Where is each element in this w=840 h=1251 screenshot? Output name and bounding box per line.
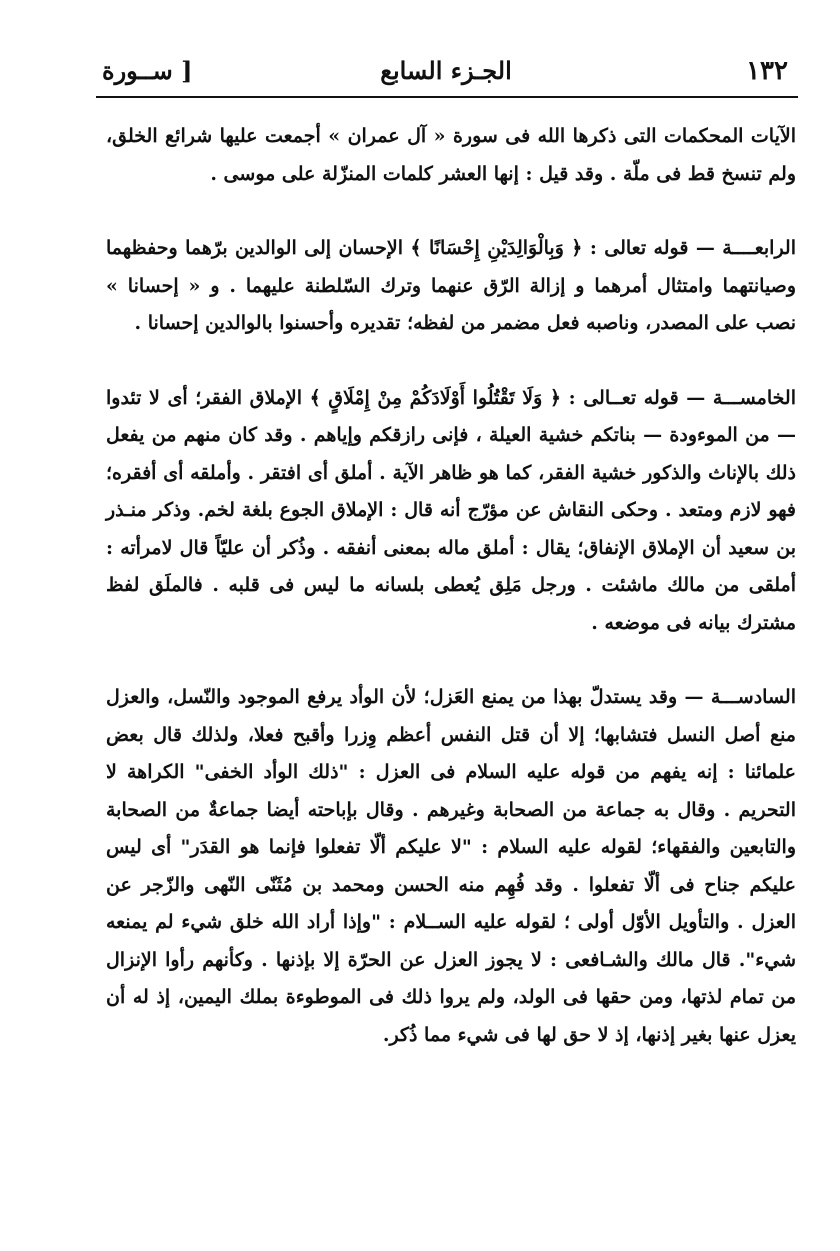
paragraph-lead: الرابعــــة — <box>688 237 797 259</box>
surah-label: [ ســورة <box>102 56 193 85</box>
paragraph-text: قوله تعــالى : ﴿ وَلَا تَقْتُلُوا أَوْلَادَكُمْ مِنْ إِمْلَاقٍ ﴾ الإملاق الفقر؛ أى لا تئدوا — من الموءودة — بناتكم خشية العيلة ، فإنى رازقكم وإياهم . وقد كان منهم من يفعل ذلك بالإناث والذكور خشية الفقر، كما هو ظاهر الآية . أملق أى افتقر . وأملقه أى أفقره؛ فهو لازم ومتعد . وحكى النقاش عن مؤرّج أنه قال : الإملاق الجوع بلغة لخم. وذكر منـذر بن سعيد أن الإملاق الإنفاق؛ يقال : أملق ماله بمعنى أنفقه . وذُكر أن عليّاً قال لامرأته : أملقى من مالك ماشئت . ورجل مَلِق يُعطى بلسانه ما ليس فى قلبه . فالملَق لفظ مشترك بيانه فى موضعه . <box>106 386 796 634</box>
paragraph-text: وقد يستدلّ بهذا من يمنع العَزل؛ لأن الوأد يرفع الموجود والنّسل، والعزل منع أصل النسل فتشابها؛ إلا أن قتل النفس أعظم وِزرا وأقبح فعلا، ولذلك قال بعض علمائنا : إنه يفهم من قوله عليه السلام فى العزل : "ذلك الوأد الخفى" الكراهة لا التحريم . وقال به جماعة من الصحابة وغيرهم . وقال بإباحته أيضا جماعةٌ من الصحابة والتابعين والفقهاء؛ لقوله عليه السلام : "لا عليكم ألّا تفعلوا فإنما هو القدَر" أى ليس عليكم جناح فى ألّا تفعلوا . وقد فُهِم منه الحسن ومحمد بن مُثَنّى النّهى والزّجر عن العزل . والتأويل الأوّل أولى ؛ لقوله عليه الســلام : "وإذا أراد الله خلق شيء لم يمنعه شيء". قال مالك والشـافعى : لا يجوز العزل عن الحرّة إلا بإذنها . وكأنهم رأوا الإنزال من تمام لذتها، ومن حقها فى الولد، ولم يروا ذلك فى الموطوءة بملك اليمين، إذ له أن يعزل عنها بغير إذنها، إذ لا حق لها فى شيء مما ذُكر. <box>106 686 796 1046</box>
paragraph-text: قوله تعالى : ﴿ وَبِالْوَالِدَيْنِ إِحْسَانًا ﴾ الإحسان إلى الوالدين برّهما وحفظهما وصيانتهما وامتثال أمرهما و إزالة الرّق عنهما وترك السّلطنة عليهما . و « إحسانا » نصب على المصدر، وناصبه فعل مضمر من لفظه؛ تقديره وأحسنوا بالوالدين إحسانا . <box>106 237 796 334</box>
body-text <box>106 118 796 1054</box>
header-rule <box>96 96 798 98</box>
paragraph-continuation <box>106 118 796 193</box>
paragraph-sixth <box>106 679 796 1054</box>
paragraph-gap <box>106 343 796 380</box>
page-header <box>96 50 796 94</box>
running-title: الجـزء السابع <box>380 56 512 85</box>
page-number: ١٣٢ <box>746 56 788 86</box>
paragraph-text: الآيات المحكمات التى ذكرها الله فى سورة « آل عمران » أجمعت عليها شرائع الخلق، ولم تنسخ قط فى ملّة . وقد قيل : إنها العشر كلمات المنزّلة على موسى . <box>106 125 796 185</box>
paragraph-gap <box>106 193 796 230</box>
paragraph-gap <box>106 642 796 679</box>
paragraph-fifth <box>106 380 796 643</box>
paragraph-lead: الخامســـة — <box>678 386 796 409</box>
paragraph-lead: السادســـة — <box>677 686 796 708</box>
paragraph-fourth <box>106 230 796 343</box>
